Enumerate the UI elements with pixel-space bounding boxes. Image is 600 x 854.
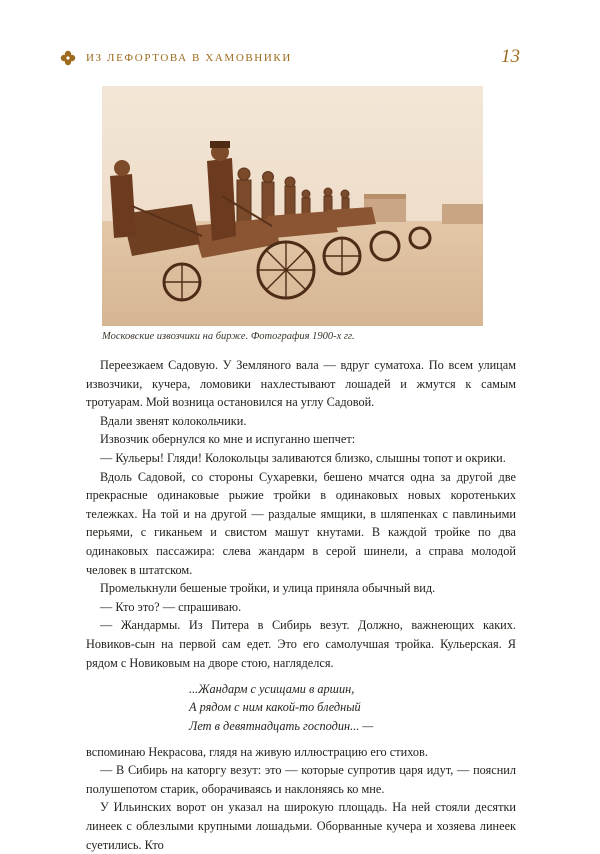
paragraph: У Ильинских ворот он указал на широкую площадь. На ней стояли десятки линеек с облезлыми крупными лошадьми. Оборванные кучера и хозяева линеек суетились. Кто [86,800,516,852]
paragraph: — Кто это? — спрашиваю. [100,599,242,614]
paragraph: вспоминаю Некрасова, глядя на живую иллюстрацию его стихов. [86,744,428,759]
photo-caption: Московские извозчики на бирже. Фотография 1900-х гг. [102,331,355,342]
verse-quote [189,680,516,735]
verse-line: ...Жандарм с усищами в аршин, [189,682,355,697]
running-header [60,48,520,72]
verse-line: А рядом с ним какой-то бледный [189,700,361,715]
running-head-title: ИЗ ЛЕФОРТОВА В ХАМОВНИКИ [86,52,292,64]
paragraph: Извозчик обернулся ко мне и испуганно шепчет: [100,432,356,447]
body-text [86,356,516,854]
paragraph: — Жандармы. Из Питера в Сибирь везут. Должно, важнеющих каких. Новиков-сын на первой сам едет. Это его самолучшая тройка. Кульерская. Я рядом с Новиковым на дворе стою, нагляделся. [86,618,516,670]
four-petal-ornament-icon [60,50,76,66]
paragraph: Промелькнули бешеные тройки, и улица приняла обычный вид. [100,581,436,596]
sepia-photograph [102,86,483,326]
page-number: 13 [501,46,520,67]
paragraph: — Кульеры! Гляди! Колокольцы заливаются близко, слышны топот и окрики. [100,450,506,465]
paragraph: Вдоль Садовой, со стороны Сухаревки, бешено мчатся одна за другой две прекрасные одинаковые рыжие тройки в одинаковых новых коротеньких тележках. На той и на другой — раздалые ямщики, в шляпенках с павлиньими перьями, с гиканьем и свистом машут кнутами. В каждой тройке по два одинаковых пассажира: слева жандарм в серой шинели, а справа молодой человек в штатском. [86,469,516,577]
verse-line: Лет в девятнадцать господин... — [189,718,374,733]
paragraph: Переезжаем Садовую. У Земляного вала — вдруг суматоха. По всем улицам извозчики, кучера, ломовики нахлестывают лошадей и жмутся к самым тротуарам. Мой возница остановился на углу Садовой. [86,358,516,410]
paragraph: — В Сибирь на каторгу везут: это — которые супротив царя идут, — пояснил полушепотом старик, оборачиваясь и наклоняясь ко мне. [86,763,516,796]
paragraph: Вдали звенят колокольчики. [100,413,247,428]
